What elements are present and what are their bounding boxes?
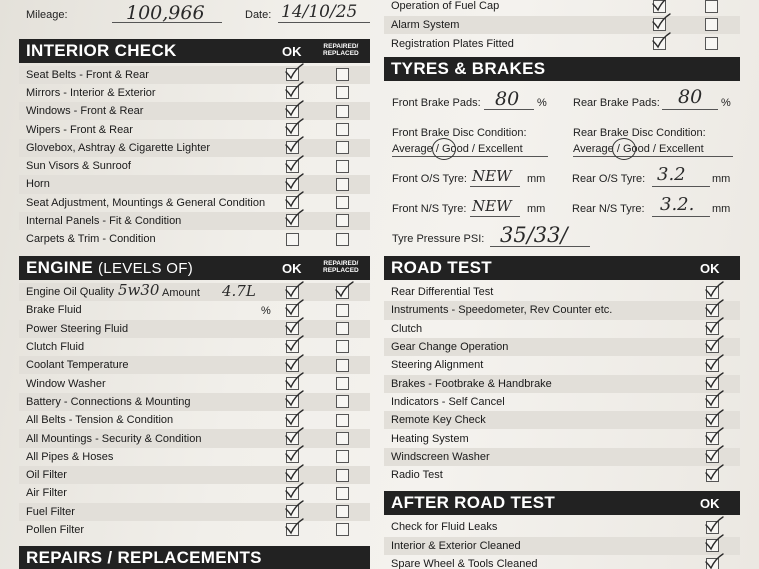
road-test-row-clutch	[384, 320, 740, 338]
road-test-item-label: Radio Test	[391, 469, 443, 482]
engine-row-pollen-filter	[19, 521, 370, 539]
engine-item-label: Air Filter	[26, 487, 67, 500]
rear-os-tyre-value: 3.2	[657, 164, 686, 185]
top-right-row-registration-plates-fitted	[384, 34, 740, 52]
engine-ok-checkbox[interactable]	[286, 487, 299, 500]
road-test-item-label: Instruments - Speedometer, Rev Counter etc.	[391, 304, 613, 317]
interior-row-internal-panels-fit-condition	[19, 212, 370, 230]
top-right-repaired-checkbox[interactable]	[705, 0, 718, 13]
interior-ok-checkbox[interactable]	[286, 178, 299, 191]
front-os-tyre-value: NEW	[472, 167, 512, 185]
engine-row-clutch-fluid	[19, 338, 370, 356]
interior-ok-checkbox[interactable]	[286, 86, 299, 99]
repairs-header	[19, 546, 370, 569]
road-test-row-brakes-footbrake-handbrake	[384, 375, 740, 393]
interior-item-label: Mirrors - Interior & Exterior	[26, 86, 156, 99]
interior-repaired-label: REPAIRED/ REPLACED	[323, 43, 359, 57]
after-road-test-item-label: Spare Wheel & Tools Cleaned	[391, 558, 538, 569]
engine-ok-checkbox[interactable]	[286, 414, 299, 427]
road-test-ok-checkbox[interactable]	[706, 469, 719, 482]
engine-repaired-checkbox[interactable]	[336, 377, 349, 390]
road-test-row-steering-alignment	[384, 356, 740, 374]
road-test-item-label: Rear Differential Test	[391, 286, 494, 299]
interior-check-header	[19, 39, 370, 63]
engine-ok-checkbox[interactable]	[286, 359, 299, 372]
engine-ok-checkbox[interactable]	[286, 395, 299, 408]
engine-item-label: All Pipes & Hoses	[26, 450, 114, 463]
road-test-row-heating-system	[384, 429, 740, 447]
interior-repaired-checkbox[interactable]	[336, 86, 349, 99]
engine-ok-label: OK	[282, 260, 302, 276]
interior-item-label: Sun Visors & Sunroof	[26, 160, 131, 173]
engine-ok-checkbox[interactable]	[286, 286, 299, 299]
road-test-row-remote-key-check	[384, 411, 740, 429]
engine-row-coolant-temperature	[19, 356, 370, 374]
engine-ok-checkbox[interactable]	[286, 304, 299, 317]
rear-ns-mm: mm	[712, 203, 731, 215]
engine-item-label: Clutch Fluid	[26, 341, 85, 354]
date-underline	[278, 22, 370, 23]
engine-repaired-checkbox[interactable]	[336, 432, 349, 445]
top-right-item-label: Registration Plates Fitted	[391, 37, 514, 50]
front-pads-percent: %	[537, 97, 547, 109]
interior-row-windows-front-rear	[19, 102, 370, 120]
interior-row-carpets-trim-condition	[19, 230, 370, 248]
repairs-title: REPAIRS / REPLACEMENTS	[26, 548, 262, 567]
interior-ok-label: OK	[282, 43, 302, 59]
road-test-header	[384, 256, 740, 280]
engine-oil-quality-value: 5w30	[118, 281, 160, 299]
top-right-ok-checkbox[interactable]	[653, 37, 666, 50]
engine-ok-checkbox[interactable]	[286, 377, 299, 390]
road-test-ok-checkbox[interactable]	[706, 304, 719, 317]
interior-check-title: INTERIOR CHECK	[26, 41, 177, 60]
road-test-ok-checkbox[interactable]	[706, 395, 719, 408]
engine-title: ENGINE (LEVELS OF)	[26, 258, 194, 277]
interior-ok-checkbox[interactable]	[286, 141, 299, 154]
interior-ok-checkbox[interactable]	[286, 68, 299, 81]
tyres-brakes-header	[384, 57, 740, 81]
engine-row-all-pipes-hoses	[19, 448, 370, 466]
front-os-mm: mm	[527, 173, 546, 185]
interior-repaired-checkbox[interactable]	[336, 123, 349, 136]
after-road-test-ok-checkbox[interactable]	[706, 558, 719, 569]
interior-repaired-checkbox[interactable]	[336, 196, 349, 209]
interior-row-glovebox-ashtray-cigarette-lighter	[19, 139, 370, 157]
engine-item-label: Oil Filter	[26, 469, 67, 482]
engine-row-all-mountings-security-condition	[19, 429, 370, 447]
interior-ok-checkbox[interactable]	[286, 160, 299, 173]
engine-row-fuel-filter	[19, 503, 370, 521]
rear-os-mm: mm	[712, 173, 731, 185]
rear-os-underline	[652, 186, 710, 187]
road-test-ok-checkbox[interactable]	[706, 340, 719, 353]
top-right-ok-checkbox[interactable]	[653, 18, 666, 31]
engine-item-label: All Belts - Tension & Condition	[26, 414, 174, 427]
interior-item-label: Windows - Front & Rear	[26, 105, 144, 118]
top-right-repaired-checkbox[interactable]	[705, 37, 718, 50]
engine-repaired-checkbox[interactable]	[336, 469, 349, 482]
front-disc-selection-circle	[432, 138, 456, 160]
top-right-ok-checkbox[interactable]	[653, 0, 666, 13]
road-test-ok-checkbox[interactable]	[706, 432, 719, 445]
mileage-label: Mileage:	[26, 9, 68, 21]
date-label: Date:	[245, 9, 272, 21]
road-test-ok-checkbox[interactable]	[706, 377, 719, 390]
top-right-item-label: Alarm System	[391, 18, 460, 31]
engine-repaired-checkbox[interactable]	[336, 304, 349, 317]
interior-row-seat-adjustment-mountings-general-condition	[19, 194, 370, 212]
rear-ns-tyre-label: Rear N/S Tyre:	[572, 203, 645, 215]
engine-item-label: All Mountings - Security & Condition	[26, 432, 202, 445]
front-disc-label: Front Brake Disc Condition:	[392, 127, 527, 139]
tyre-pressure-value: 35/33/	[500, 223, 568, 247]
rear-disc-underline	[573, 156, 733, 157]
engine-item-label: Engine Oil Quality	[26, 286, 115, 299]
tyres-brakes-title: TYRES & BRAKES	[391, 59, 546, 78]
interior-repaired-checkbox[interactable]	[336, 141, 349, 154]
interior-ok-checkbox[interactable]	[286, 214, 299, 227]
engine-item-label: Fuel Filter	[26, 505, 75, 518]
interior-repaired-checkbox[interactable]	[336, 160, 349, 173]
front-brake-pads-label: Front Brake Pads:	[392, 97, 481, 109]
front-ns-underline	[470, 216, 520, 217]
engine-item-label: Window Washer	[26, 377, 106, 390]
top-right-repaired-checkbox[interactable]	[705, 18, 718, 31]
engine-ok-checkbox[interactable]	[286, 450, 299, 463]
engine-ok-checkbox[interactable]	[286, 432, 299, 445]
interior-row-seat-belts-front-rear	[19, 66, 370, 84]
tyre-pressure-label: Tyre Pressure PSI:	[392, 233, 485, 245]
rear-pads-percent: %	[721, 97, 731, 109]
engine-repaired-checkbox[interactable]	[336, 487, 349, 500]
interior-repaired-checkbox[interactable]	[336, 68, 349, 81]
rear-ns-tyre-value: 3.2.	[660, 194, 695, 215]
engine-header	[19, 256, 370, 280]
interior-item-label: Wipers - Front & Rear	[26, 123, 133, 136]
engine-ok-checkbox[interactable]	[286, 469, 299, 482]
road-test-ok-checkbox[interactable]	[706, 322, 719, 335]
rear-disc-label: Rear Brake Disc Condition:	[573, 127, 706, 139]
rear-ns-underline	[652, 216, 710, 217]
front-os-tyre-label: Front O/S Tyre:	[392, 173, 467, 185]
rear-disc-options: Average / Good / Excellent	[573, 143, 704, 155]
engine-row-oil-filter	[19, 466, 370, 484]
rear-os-tyre-label: Rear O/S Tyre:	[572, 173, 646, 185]
road-test-row-gear-change-operation	[384, 338, 740, 356]
interior-ok-checkbox[interactable]	[286, 196, 299, 209]
interior-ok-checkbox[interactable]	[286, 123, 299, 136]
engine-oil-amount-value: 4.7L	[222, 282, 256, 300]
engine-repaired-checkbox[interactable]	[336, 359, 349, 372]
road-test-item-label: Heating System	[391, 432, 469, 445]
road-test-item-label: Windscreen Washer	[391, 450, 490, 463]
road-test-item-label: Gear Change Operation	[391, 341, 509, 354]
after-road-test-item-label: Check for Fluid Leaks	[391, 521, 498, 534]
interior-item-label: Glovebox, Ashtray & Cigarette Lighter	[26, 141, 211, 154]
engine-row-battery-connections-mounting	[19, 393, 370, 411]
rear-brake-pads-value: 80	[678, 86, 703, 108]
road-test-row-windscreen-washer	[384, 448, 740, 466]
road-test-item-label: Clutch	[391, 322, 423, 335]
interior-ok-checkbox[interactable]	[286, 233, 299, 246]
engine-ok-checkbox[interactable]	[286, 340, 299, 353]
interior-repaired-checkbox[interactable]	[336, 214, 349, 227]
engine-repaired-checkbox[interactable]	[336, 286, 349, 299]
engine-repaired-label: REPAIRED/ REPLACED	[323, 260, 359, 274]
top-right-row-alarm-system	[384, 16, 740, 34]
engine-row-brake-fluid	[19, 301, 370, 319]
top-right-row-operation-of-fuel-cap	[384, 0, 740, 15]
after-road-test-header	[384, 491, 740, 515]
front-ns-tyre-label: Front N/S Tyre:	[392, 203, 467, 215]
after-road-test-ok-label: OK	[700, 495, 720, 511]
front-ns-tyre-value: NEW	[472, 197, 512, 215]
rear-disc-selection-circle	[612, 138, 636, 160]
top-right-item-label: Operation of Fuel Cap	[391, 0, 500, 13]
interior-item-label: Seat Belts - Front & Rear	[26, 68, 149, 81]
engine-ok-checkbox[interactable]	[286, 322, 299, 335]
interior-repaired-checkbox[interactable]	[336, 178, 349, 191]
front-disc-underline	[392, 156, 548, 157]
engine-repaired-checkbox[interactable]	[336, 395, 349, 408]
road-test-row-indicators-self-cancel	[384, 393, 740, 411]
road-test-row-radio-test	[384, 466, 740, 484]
after-road-test-title: AFTER ROAD TEST	[391, 493, 556, 512]
after-road-test-row-check-for-fluid-leaks	[384, 518, 740, 536]
interior-row-horn	[19, 175, 370, 193]
after-road-test-ok-checkbox[interactable]	[706, 539, 719, 552]
after-road-test-ok-checkbox[interactable]	[706, 521, 719, 534]
road-test-ok-label: OK	[700, 260, 720, 276]
engine-item-label: Pollen Filter	[26, 524, 85, 537]
road-test-row-rear-differential-test	[384, 283, 740, 301]
interior-ok-checkbox[interactable]	[286, 105, 299, 118]
road-test-item-label: Brakes - Footbrake & Handbrake	[391, 377, 552, 390]
interior-item-label: Seat Adjustment, Mountings & General Condition	[26, 196, 266, 209]
after-road-test-row-interior-exterior-cleaned	[384, 537, 740, 555]
engine-item-label: Power Steering Fluid	[26, 322, 129, 335]
engine-row-all-belts-tension-condition	[19, 411, 370, 429]
interior-row-sun-visors-sunroof	[19, 157, 370, 175]
rear-pads-underline	[662, 109, 718, 110]
interior-row-wipers-front-rear	[19, 120, 370, 138]
interior-row-mirrors-interior-exterior	[19, 84, 370, 102]
engine-item-label: Battery - Connections & Mounting	[26, 395, 191, 408]
road-test-ok-checkbox[interactable]	[706, 359, 719, 372]
interior-item-label: Internal Panels - Fit & Condition	[26, 215, 182, 228]
engine-row-air-filter	[19, 484, 370, 502]
road-test-item-label: Remote Key Check	[391, 414, 486, 427]
engine-repaired-checkbox[interactable]	[336, 523, 349, 536]
engine-ok-checkbox[interactable]	[286, 523, 299, 536]
front-brake-pads-value: 80	[495, 88, 520, 110]
engine-repaired-checkbox[interactable]	[336, 322, 349, 335]
road-test-title: ROAD TEST	[391, 258, 492, 277]
road-test-ok-checkbox[interactable]	[706, 286, 719, 299]
engine-ok-checkbox[interactable]	[286, 505, 299, 518]
road-test-row-instruments-speedometer-rev-counter-etc	[384, 301, 740, 319]
after-road-test-item-label: Interior & Exterior Cleaned	[391, 539, 521, 552]
engine-repaired-checkbox[interactable]	[336, 340, 349, 353]
interior-repaired-checkbox[interactable]	[336, 233, 349, 246]
interior-item-label: Horn	[26, 178, 50, 191]
rear-brake-pads-label: Rear Brake Pads:	[573, 97, 660, 109]
front-ns-mm: mm	[527, 203, 546, 215]
road-test-ok-checkbox[interactable]	[706, 450, 719, 463]
road-test-item-label: Indicators - Self Cancel	[391, 395, 505, 408]
engine-repaired-checkbox[interactable]	[336, 450, 349, 463]
engine-row-window-washer	[19, 375, 370, 393]
engine-row-power-steering-fluid	[19, 320, 370, 338]
mileage-value: 100,966	[126, 2, 205, 24]
road-test-item-label: Steering Alignment	[391, 359, 484, 372]
after-road-test-row-spare-wheel-tools-cleaned	[384, 555, 740, 569]
road-test-ok-checkbox[interactable]	[706, 414, 719, 427]
brake-fluid-percent: %	[261, 305, 271, 317]
date-value: 14/10/25	[281, 2, 358, 22]
interior-item-label: Carpets & Trim - Condition	[26, 233, 156, 246]
engine-repaired-checkbox[interactable]	[336, 414, 349, 427]
front-disc-options: Average / Good / Excellent	[392, 143, 523, 155]
engine-item-label: Coolant Temperature	[26, 359, 129, 372]
engine-repaired-checkbox[interactable]	[336, 505, 349, 518]
engine-amount-label: Amount	[162, 287, 200, 299]
engine-item-label: Brake Fluid	[26, 304, 82, 317]
front-os-underline	[470, 186, 520, 187]
interior-repaired-checkbox[interactable]	[336, 105, 349, 118]
